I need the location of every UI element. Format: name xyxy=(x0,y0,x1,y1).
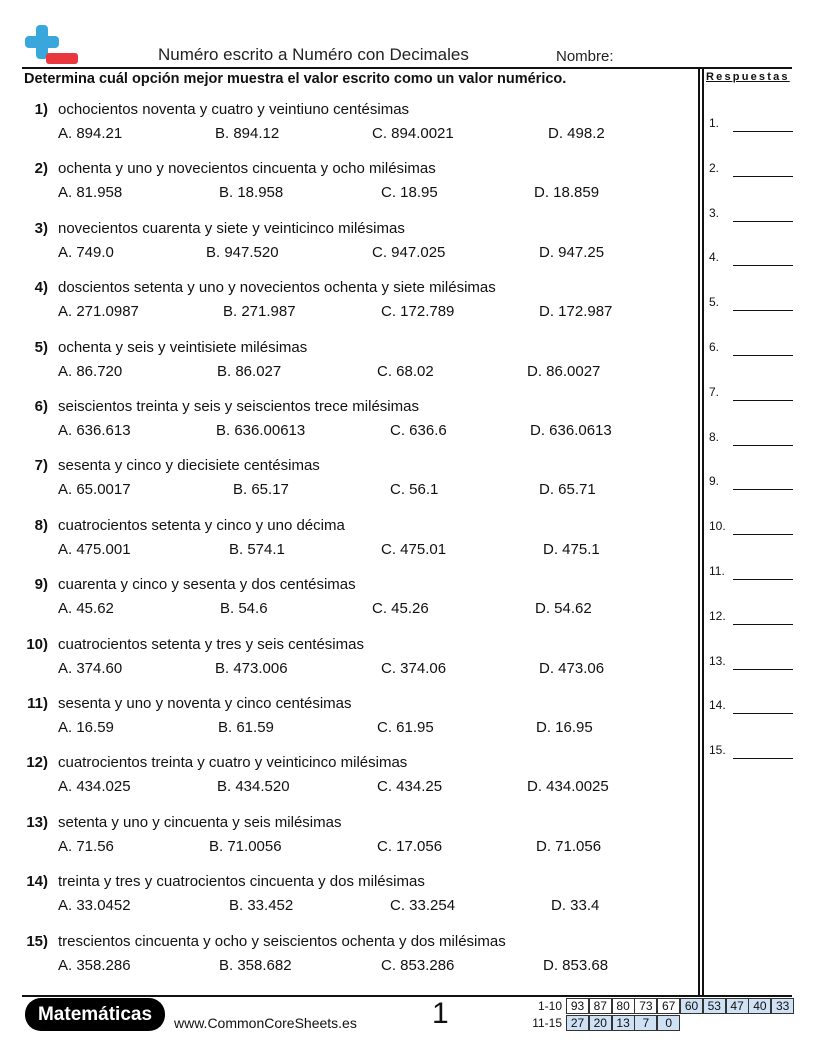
answer-option-d: D. 86.0027 xyxy=(527,362,601,380)
answer-option-b: B. 18.958 xyxy=(219,184,284,202)
question-number: 9) xyxy=(34,576,48,594)
answer-number: 6. xyxy=(709,340,720,354)
question-item xyxy=(0,754,696,804)
question-text: cuatrocientos setenta y cinco y uno décima xyxy=(58,516,345,534)
question-item xyxy=(0,576,696,626)
answer-option-a: A. 374.60 xyxy=(58,659,123,677)
question-text: sesenta y uno y noventa y cinco centésimas xyxy=(58,695,352,712)
question-number: 14) xyxy=(26,873,48,891)
question-item xyxy=(0,457,696,507)
answer-line xyxy=(733,713,793,714)
answer-blank[interactable] xyxy=(709,694,793,714)
answer-line xyxy=(733,221,793,222)
answer-option-b: B. 947.520 xyxy=(206,243,279,261)
answer-option-a: A. 894.21 xyxy=(58,125,123,142)
answer-option-d: D. 65.71 xyxy=(539,481,596,499)
answer-option-d: D. 853.68 xyxy=(543,956,609,974)
answer-number: 12. xyxy=(709,608,726,623)
answer-option-a: A. 86.720 xyxy=(58,362,123,380)
question-text: trescientos cincuenta y ocho y seiscientos ochenta y dos milésimas xyxy=(58,932,506,950)
question-number: 4) xyxy=(34,279,48,297)
worksheet-title: Numéro escrito a Numéro con Decimales xyxy=(158,45,469,64)
answer-option-d: D. 71.056 xyxy=(536,837,602,855)
answer-line xyxy=(733,489,793,490)
answer-option-d: D. 636.0613 xyxy=(530,422,612,439)
score-cell: 80 xyxy=(612,998,635,1014)
answer-option-c: C. 434.25 xyxy=(377,778,443,796)
answer-number: 15. xyxy=(709,743,726,758)
answer-option-b: B. 33.452 xyxy=(229,897,294,915)
answer-option-d: D. 33.4 xyxy=(551,897,600,915)
question-number: 10) xyxy=(26,635,48,653)
question-text: ochenta y seis y veintisiete milésimas xyxy=(58,338,308,356)
question-item xyxy=(0,220,696,270)
answer-option-c: C. 636.6 xyxy=(390,422,447,439)
answer-option-c: C. 894.0021 xyxy=(372,125,454,142)
answer-option-d: D. 498.2 xyxy=(548,125,605,142)
website-url: www.CommonCoreSheets.es xyxy=(174,1015,357,1031)
question-number: 6) xyxy=(34,398,48,415)
answer-number: 14. xyxy=(709,698,726,713)
question-text: seiscientos treinta y seis y seiscientos trece milésimas xyxy=(58,398,419,415)
answer-option-b: B. 61.59 xyxy=(218,719,274,736)
score-row-label: 1-10 xyxy=(537,999,562,1013)
score-cell: 27 xyxy=(566,1015,589,1031)
score-cell: 7 xyxy=(634,1015,657,1031)
answer-option-b: B. 358.682 xyxy=(219,956,292,974)
answer-line xyxy=(733,176,793,177)
answer-option-b: B. 71.0056 xyxy=(209,837,282,855)
answer-option-a: A. 71.56 xyxy=(58,837,114,855)
answer-option-d: D. 475.1 xyxy=(543,540,600,558)
answer-option-d: D. 16.95 xyxy=(536,719,593,736)
answer-blank[interactable] xyxy=(709,470,793,490)
answer-line xyxy=(733,400,793,401)
question-item xyxy=(0,873,696,923)
answer-blank[interactable] xyxy=(709,112,793,132)
answer-option-b: B. 636.00613 xyxy=(216,422,306,439)
answer-blank[interactable] xyxy=(709,560,793,580)
question-number: 2) xyxy=(34,160,48,178)
question-number: 11) xyxy=(27,695,48,712)
answer-option-c: C. 17.056 xyxy=(377,837,443,855)
answer-option-a: A. 81.958 xyxy=(58,184,123,202)
answer-number: 2. xyxy=(709,160,720,175)
score-cell: 53 xyxy=(703,998,726,1014)
answer-line xyxy=(733,445,793,446)
score-row-label: 11-15 xyxy=(532,1016,562,1030)
answer-number: 5. xyxy=(709,295,720,310)
answer-option-b: B. 54.6 xyxy=(220,600,268,618)
answer-option-a: A. 636.613 xyxy=(58,422,131,439)
answer-option-a: A. 271.0987 xyxy=(58,303,139,321)
answer-option-b: B. 271.987 xyxy=(223,303,296,321)
question-text: cuatrocientos treinta y cuatro y veinticinco milésimas xyxy=(58,754,408,772)
answer-blank[interactable] xyxy=(709,739,793,759)
answer-option-c: C. 56.1 xyxy=(390,481,439,499)
question-text: sesenta y cinco y diecisiete centésimas xyxy=(58,457,320,475)
question-text: cuarenta y cinco y sesenta y dos centésimas xyxy=(58,576,356,594)
top-divider xyxy=(22,67,792,69)
answer-number: 4. xyxy=(709,250,720,265)
answer-option-c: C. 475.01 xyxy=(381,540,447,558)
question-text: ochenta y uno y novecientos cincuenta y ocho milésimas xyxy=(58,160,436,178)
question-text: setenta y uno y cincuenta y seis milésimas xyxy=(58,813,342,831)
answer-option-a: A. 45.62 xyxy=(58,600,114,618)
question-number: 13) xyxy=(26,813,48,831)
question-number: 7) xyxy=(34,457,48,475)
answer-column-divider xyxy=(698,67,700,996)
question-text: treinta y tres y cuatrocientos cincuenta y dos milésimas xyxy=(58,873,425,891)
score-cell: 67 xyxy=(657,998,680,1014)
score-cell: 0 xyxy=(657,1015,680,1031)
answer-option-b: B. 86.027 xyxy=(217,362,282,380)
answer-option-d: D. 434.0025 xyxy=(527,778,609,796)
answer-option-d: D. 172.987 xyxy=(539,303,613,321)
question-item xyxy=(0,933,696,983)
question-number: 1) xyxy=(34,101,48,118)
score-cell: 13 xyxy=(612,1015,635,1031)
answer-option-b: B. 473.006 xyxy=(215,659,288,677)
score-cell: 40 xyxy=(748,998,771,1014)
answer-option-c: C. 374.06 xyxy=(381,659,447,677)
question-item xyxy=(0,636,696,686)
question-number: 5) xyxy=(34,338,48,356)
answer-option-a: A. 749.0 xyxy=(58,243,114,261)
score-cell: 73 xyxy=(634,998,657,1014)
answer-option-d: D. 18.859 xyxy=(534,184,600,202)
plus-minus-logo-icon xyxy=(22,24,80,68)
question-text: novecientos cuarenta y siete y veinticinco milésimas xyxy=(58,219,405,237)
brand-badge: Matemáticas xyxy=(25,998,165,1031)
answer-blank[interactable] xyxy=(709,605,793,625)
answer-option-a: A. 33.0452 xyxy=(58,897,131,915)
answer-option-c: C. 947.025 xyxy=(372,243,446,261)
answer-line xyxy=(733,534,793,535)
question-item xyxy=(0,160,696,210)
answer-number: 7. xyxy=(709,384,720,399)
answer-option-a: A. 434.025 xyxy=(58,778,131,796)
answer-option-c: C. 172.789 xyxy=(381,303,455,321)
question-number: 12) xyxy=(26,754,48,772)
answer-option-d: D. 947.25 xyxy=(539,243,605,261)
answer-option-c: C. 45.26 xyxy=(372,600,429,618)
question-item xyxy=(0,101,696,151)
answer-option-c: C. 61.95 xyxy=(377,719,434,736)
answer-blank[interactable] xyxy=(709,515,793,535)
answer-option-b: B. 434.520 xyxy=(217,778,290,796)
score-cell: 93 xyxy=(566,998,589,1014)
answer-option-c: C. 18.95 xyxy=(381,184,438,202)
answer-option-d: D. 54.62 xyxy=(535,600,592,618)
answer-blank[interactable] xyxy=(709,202,793,222)
question-text: ochocientos noventa y cuatro y veintiuno centésimas xyxy=(58,101,410,118)
answer-number: 8. xyxy=(709,429,720,444)
answer-option-c: C. 68.02 xyxy=(377,362,434,380)
answer-line xyxy=(733,131,793,132)
answer-number: 13. xyxy=(709,653,726,668)
answer-blank[interactable] xyxy=(709,650,793,670)
bottom-divider xyxy=(22,995,792,997)
answer-blank[interactable] xyxy=(709,157,793,177)
answer-option-d: D. 473.06 xyxy=(539,659,605,677)
answer-column-divider xyxy=(702,67,704,996)
question-number: 15) xyxy=(26,932,48,950)
score-cell: 47 xyxy=(726,998,749,1014)
answer-number: 11. xyxy=(709,564,725,578)
score-cell: 87 xyxy=(589,998,612,1014)
question-item xyxy=(0,279,696,329)
answer-option-b: B. 894.12 xyxy=(215,125,280,142)
answer-option-a: A. 475.001 xyxy=(58,540,131,558)
score-cell: 20 xyxy=(589,1015,612,1031)
answer-option-c: C. 853.286 xyxy=(381,956,455,974)
answer-blank[interactable] xyxy=(709,246,793,266)
answer-option-b: B. 65.17 xyxy=(233,481,289,499)
answer-option-c: C. 33.254 xyxy=(390,897,456,915)
answer-blank[interactable] xyxy=(709,381,793,401)
answer-number: 10. xyxy=(709,519,726,534)
question-text: cuatrocientos setenta y tres y seis centésimas xyxy=(58,635,364,653)
answer-number: 3. xyxy=(709,205,720,220)
question-text: doscientos setenta y uno y novecientos ochenta y siete milésimas xyxy=(58,279,496,297)
answer-line xyxy=(733,310,793,311)
name-label: Nombre: xyxy=(556,48,614,65)
answer-line xyxy=(733,758,793,759)
answer-number: 9. xyxy=(709,474,720,489)
score-cell: 60 xyxy=(680,998,703,1014)
score-cell: 33 xyxy=(771,998,794,1014)
answer-line xyxy=(733,579,793,580)
answer-blank[interactable] xyxy=(709,291,793,311)
answer-option-a: A. 65.0017 xyxy=(58,481,131,499)
answer-blank[interactable] xyxy=(709,336,793,356)
question-number: 3) xyxy=(34,219,48,237)
answers-header: Respuestas xyxy=(706,71,790,83)
answer-option-a: A. 358.286 xyxy=(58,956,131,974)
question-item xyxy=(0,339,696,389)
answer-line xyxy=(733,265,793,266)
question-item xyxy=(0,517,696,567)
answer-option-b: B. 574.1 xyxy=(229,540,285,558)
question-number: 8) xyxy=(34,516,48,534)
answer-line xyxy=(733,669,793,670)
answer-line xyxy=(733,355,793,356)
question-item xyxy=(0,814,696,864)
answer-line xyxy=(733,624,793,625)
answer-number: 1. xyxy=(709,116,720,130)
question-item xyxy=(0,695,696,745)
instructions: Determina cuál opción mejor muestra el valor escrito como un valor numérico. xyxy=(24,71,567,87)
answer-blank[interactable] xyxy=(709,426,793,446)
answer-option-a: A. 16.59 xyxy=(58,719,114,736)
page-number: 1 xyxy=(432,997,449,1030)
question-item xyxy=(0,398,696,448)
